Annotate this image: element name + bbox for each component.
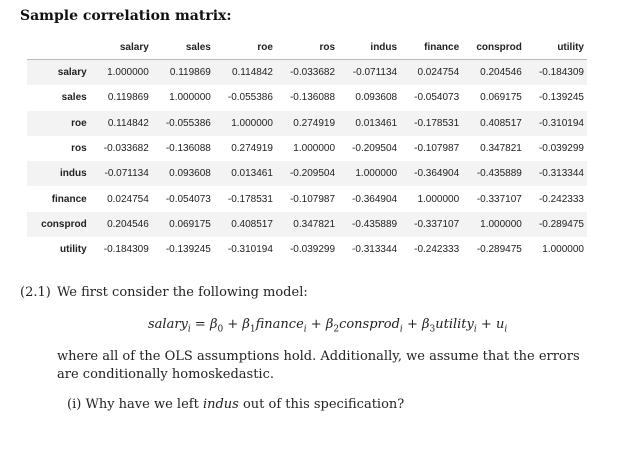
table-cell: -0.136088 — [165, 143, 211, 155]
table-cell: 1.000000 — [417, 193, 460, 205]
table-cell: 0.093608 — [355, 92, 398, 104]
table-cell: -0.337107 — [476, 193, 522, 205]
table-cell: 1.000000 — [293, 143, 336, 155]
table-cell: -0.033682 — [103, 143, 149, 155]
table-cell: 0.274919 — [293, 117, 336, 129]
table-row — [27, 136, 587, 161]
table-row — [27, 161, 587, 186]
table-cell: 0.408517 — [231, 218, 273, 230]
table-cell: -0.139245 — [538, 92, 584, 104]
table-cell: 0.204546 — [480, 67, 522, 79]
table-cell: -0.071134 — [104, 168, 149, 180]
table-cell: 0.024754 — [107, 193, 149, 205]
table-cell: -0.337107 — [414, 218, 460, 230]
table-cell: -0.242333 — [414, 244, 460, 256]
row-header: roe — [71, 117, 87, 129]
table-cell: 1.000000 — [542, 244, 584, 256]
table-cell: 0.119869 — [169, 67, 211, 79]
assumptions-paragraph: where all of the OLS assumptions hold. Additionally, we assume that the errors are conditionally homoskedastic. — [57, 349, 580, 382]
table-cell: 0.114842 — [107, 117, 149, 129]
row-header: ros — [71, 143, 87, 155]
column-header: indus — [338, 35, 400, 60]
table-cell: 0.347821 — [293, 218, 336, 230]
table-cell: 0.204546 — [107, 218, 149, 230]
row-header: indus — [60, 168, 87, 180]
table-cell: -0.310194 — [227, 244, 273, 256]
question-i — [67, 397, 404, 412]
row-header: finance — [51, 193, 87, 205]
table-cell: -0.184309 — [103, 244, 149, 256]
table-cell: 0.408517 — [480, 117, 522, 129]
table-cell: 1.000000 — [231, 117, 273, 129]
table-cell: -0.054073 — [414, 92, 460, 104]
table-row — [27, 85, 587, 110]
row-header: salary — [57, 67, 87, 79]
table-cell: -0.054073 — [165, 193, 211, 205]
column-header: finance — [400, 35, 462, 60]
table-cell: 0.347821 — [480, 143, 522, 155]
question-number: (i) — [67, 397, 82, 412]
table-cell: -0.209504 — [352, 143, 398, 155]
table-cell: -0.313344 — [538, 168, 584, 180]
table-cell: -0.071134 — [352, 67, 398, 79]
table-cell: 0.024754 — [417, 67, 460, 79]
table-cell: -0.039299 — [538, 143, 584, 155]
regression-equation: salary$_i$ = $\beta_0$ + $\beta_1finance_i$ + $\beta_2consprod_i$ + $\beta_3utility_i + u_i$ — [148, 317, 508, 335]
table-row — [27, 212, 587, 237]
row-header: sales — [61, 92, 87, 104]
correlation-table — [27, 35, 587, 262]
column-header: roe — [214, 35, 276, 60]
table-cell: -0.435889 — [476, 168, 522, 180]
table-cell: 0.069175 — [169, 218, 211, 230]
table-cell: -0.039299 — [289, 244, 336, 256]
table-cell: 1.000000 — [169, 92, 211, 104]
table-cell: -0.289475 — [476, 244, 522, 256]
table-cell: -0.107987 — [414, 143, 460, 155]
table-cell: -0.313344 — [352, 244, 398, 256]
section-intro: We first consider the following model: — [57, 285, 308, 300]
table-cell: -0.107987 — [289, 193, 336, 205]
table-cell: 1.000000 — [355, 168, 398, 180]
question-prefix: Why have we left — [85, 397, 199, 412]
table-cell: -0.178531 — [414, 117, 460, 129]
table-cell: -0.184309 — [538, 67, 584, 79]
table-cell: 0.114842 — [231, 67, 273, 79]
table-cell: -0.289475 — [538, 218, 584, 230]
table-cell: -0.136088 — [289, 92, 336, 104]
header-row — [27, 35, 587, 60]
table-row — [27, 111, 587, 136]
question-variable: indus — [202, 397, 239, 412]
table-cell: 0.274919 — [231, 143, 273, 155]
table-cell: -0.209504 — [289, 168, 336, 180]
table-cell: 0.093608 — [169, 168, 211, 180]
table-cell: -0.139245 — [165, 244, 211, 256]
column-header: utility — [525, 35, 587, 60]
table-cell: -0.364904 — [414, 168, 460, 180]
table-cell: -0.178531 — [227, 193, 273, 205]
table-cell: -0.310194 — [538, 117, 584, 129]
table-row — [27, 186, 587, 211]
table-cell: 1.000000 — [107, 67, 149, 79]
section-number: (2.1) — [20, 285, 51, 300]
table-row — [27, 237, 587, 262]
column-header: consprod — [462, 35, 525, 60]
table-header — [27, 35, 587, 60]
table-cell: 1.000000 — [480, 218, 522, 230]
column-header: sales — [152, 35, 214, 60]
table-cell: -0.033682 — [289, 67, 336, 79]
table-cell: -0.364904 — [352, 193, 398, 205]
page-heading: Sample correlation matrix: — [20, 8, 232, 24]
table-cell: -0.242333 — [538, 193, 584, 205]
table-cell: 0.119869 — [107, 92, 149, 104]
table-cell: -0.055386 — [227, 92, 273, 104]
column-header: salary — [90, 35, 152, 60]
column-header: ros — [276, 35, 338, 60]
question-suffix: out of this specification? — [242, 397, 405, 412]
table-row — [27, 60, 587, 86]
table-cell: 0.069175 — [480, 92, 522, 104]
table-cell: -0.055386 — [165, 117, 211, 129]
table-cell: 0.013461 — [355, 117, 398, 129]
row-header: consprod — [41, 218, 87, 230]
table-cell: -0.435889 — [352, 218, 398, 230]
corner-cell — [27, 35, 90, 60]
row-header: utility — [60, 244, 87, 256]
table-cell: 0.013461 — [231, 168, 273, 180]
table-body — [27, 60, 587, 263]
